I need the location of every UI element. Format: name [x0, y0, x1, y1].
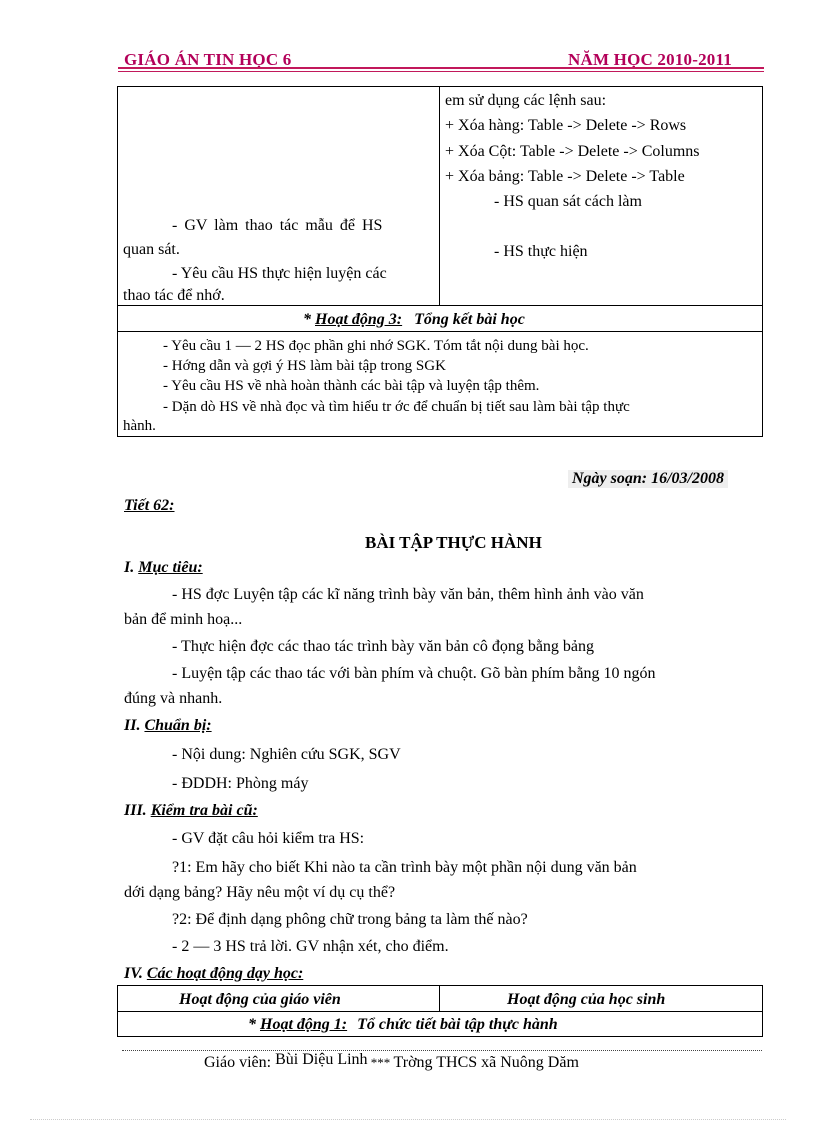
review-intro: - GV đặt câu hỏi kiểm tra HS: [172, 830, 365, 847]
student-activity-header: Hoạt động của học sinh [507, 991, 666, 1008]
objective-1: - HS đợc Luyện tập các kĩ năng trình bày văn bản, thêm hình ảnh vào văn [172, 586, 644, 603]
section-4-heading: IV. Các hoạt động dạy học: [124, 965, 304, 982]
page-bottom-rule [30, 1119, 786, 1120]
objective-3: - Luyện tập các thao tác với bàn phím và chuột. Gõ bàn phím bằng 10 ngón [172, 665, 656, 682]
table2-col-divider [439, 985, 440, 1011]
footer-text: Giáo viên: Bùi Diệu Linh *** Trờng THCS xã Nuông Dăm [204, 1051, 579, 1071]
teacher-step-2-cont: thao tác để nhớ. [123, 287, 225, 304]
header-rule-thin [118, 71, 764, 72]
lesson-number: Tiết 62: [124, 497, 175, 514]
summary-line-1: - Yêu cầu 1 — 2 HS đọc phần ghi nhớ SGK. Tóm tắt nội dung bài học. [163, 338, 589, 354]
review-question-1: ?1: Em hãy cho biết Khi nào ta cần trình bày một phần nội dung văn bản [172, 859, 637, 876]
delete-table-cmd: + Xóa bảng: Table -> Delete -> Table [445, 168, 685, 185]
review-answer: - 2 — 3 HS trả lời. GV nhận xét, cho điểm. [172, 938, 449, 955]
objective-1-cont: bản để minh hoạ... [124, 611, 243, 628]
student-intro: em sử dụng các lệnh sau: [445, 92, 607, 109]
table1-row-divider-1 [117, 305, 763, 306]
review-question-1-cont: dới dạng bảng? Hãy nêu một ví dụ cụ thể? [124, 884, 396, 901]
delete-columns-cmd: + Xóa Cột: Table -> Delete -> Columns [445, 143, 700, 160]
prep-content: - Nội dung: Nghiên cứu SGK, SGV [172, 746, 401, 763]
prep-equipment: - ĐDDH: Phòng máy [172, 775, 309, 792]
teacher-step-2: - Yêu cầu HS thực hiện luyện các [172, 265, 387, 282]
table1-row-divider-2 [117, 331, 763, 332]
objective-2: - Thực hiện đợc các thao tác trình bày văn bản cô đọng bằng bảng [172, 638, 595, 655]
header-rule [118, 67, 764, 69]
header-subject: GIÁO ÁN TIN HỌC 6 [124, 50, 292, 69]
table2-row-divider [117, 1011, 763, 1012]
summary-line-2: - Hớng dẫn và gợi ý HS làm bài tập trong SGK [163, 358, 446, 374]
summary-line-5: hành. [123, 418, 156, 434]
objective-3-cont: đúng và nhanh. [124, 690, 223, 707]
student-observe: - HS quan sát cách làm [494, 193, 642, 210]
summary-line-3: - Yêu cầu HS về nhà hoàn thành các bài tập và luyện tập thêm. [163, 378, 540, 394]
student-practice: - HS thực hiện [494, 243, 588, 260]
delete-rows-cmd: + Xóa hàng: Table -> Delete -> Rows [445, 117, 687, 134]
header-year: NĂM HỌC 2010-2011 [568, 50, 732, 69]
table1-col-divider [439, 86, 440, 305]
teacher-step-1: - GV làm thao tác mẫu để HS [172, 217, 383, 234]
review-question-2: ?2: Để định dạng phông chữ trong bảng ta làm thế nào? [172, 911, 528, 928]
teacher-activity-header: Hoạt động của giáo viên [179, 991, 341, 1008]
activity3-heading: * Hoạt động 3: Tổng kết bài học [303, 311, 525, 328]
section-1-heading: I. Mục tiêu: [124, 559, 203, 576]
teacher-step-1-cont: quan sát. [123, 241, 180, 258]
footer-rule [122, 1050, 762, 1051]
activity1-heading: * Hoạt động 1: Tổ chức tiết bài tập thực hành [248, 1016, 558, 1033]
lesson-title: BÀI TẬP THỰC HÀNH [365, 533, 542, 552]
section-2-heading: II. Chuẩn bị: [124, 717, 212, 734]
prep-date: Ngày soạn: 16/03/2008 [568, 470, 728, 488]
summary-line-4: - Dặn dò HS về nhà đọc và tìm hiểu tr ớc để chuẩn bị tiết sau làm bài tập thực [163, 399, 630, 415]
section-3-heading: III. Kiểm tra bài cũ: [124, 802, 258, 819]
